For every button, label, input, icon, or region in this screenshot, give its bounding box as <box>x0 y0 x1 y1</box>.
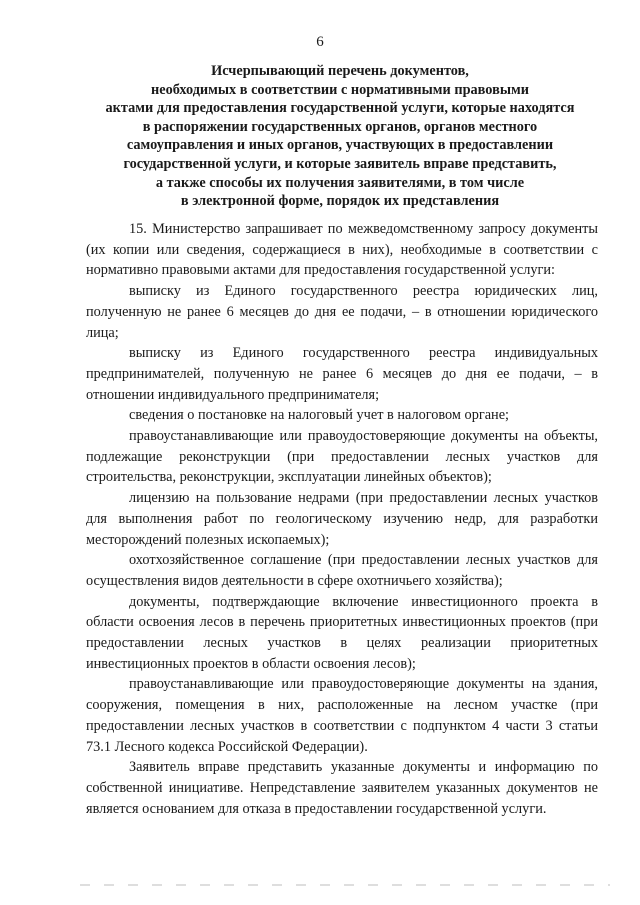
paragraph-entrepreneur-extract: выписку из Единого государственного реестра индивидуальных предпринимателей, полученную не ранее 6 месяцев до дня ее подачи, – в отношении индивидуального предпринимателя; <box>86 345 598 403</box>
document-body <box>86 219 598 819</box>
paragraph-investment-project: документы, подтверждающие включение инвестиционного проекта в области освоения лесов в перечень приоритетных инвестиционных проектов (при предоставлении лесных участков в целях реализации приоритетных инвестиционных проектов в области освоения лесов); <box>86 593 598 672</box>
heading-line: а также способы их получения заявителями, в том числе <box>155 174 525 191</box>
heading-line: Исчерпывающий перечень документов, <box>211 63 469 79</box>
heading-line: в электронной форме, порядок их представления <box>180 193 500 210</box>
heading-line: государственной услуги, и которые заявитель вправе представить, <box>123 155 557 172</box>
heading-line: в распоряжении государственных органов, органов местного <box>142 118 538 135</box>
heading-line: необходимых в соответствии с нормативными правовыми <box>151 81 529 98</box>
scan-artifact-divider <box>80 884 610 886</box>
heading-line: самоуправления и иных органов, участвующих в предоставлении <box>126 137 554 154</box>
paragraph-reconstruction-docs: правоустанавливающие или правоудостоверяющие документы на объекты, подлежащие реконструкции (при предоставлении лесных участков для строительства, реконструкции, эксплуатации линейных объектов); <box>86 428 598 486</box>
paragraph-building-docs: правоустанавливающие или правоудостоверяющие документы на здания, сооружения, помещения в них, расположенные на лесном участке (при предоставлении лесных участков в соответствии с подпунктом 4 части 3 статьи 73.1 Лесного кодекса Российской Федерации). <box>86 676 598 755</box>
paragraph-tax-registration: сведения о постановке на налоговый учет в налоговом органе; <box>129 407 510 424</box>
heading-line: актами для предоставления государственной услуги, которые находятся <box>105 100 575 117</box>
paragraph-legal-entity-extract: выписку из Единого государственного реестра юридических лиц, полученную не ранее 6 месяцев до дня ее подачи, – в отношении юридического лица; <box>86 283 598 341</box>
section-heading <box>60 62 620 211</box>
paragraph-subsoil-license: лицензию на пользование недрами (при предоставлении лесных участков для выполнения работ по геологическому изучению недр, для разработки месторождений полезных ископаемых); <box>86 490 598 548</box>
paragraph-item-15: 15. Министерство запрашивает по межведомственному запросу документы (их копии или сведения, содержащиеся в них), необходимые в соответствии с нормативно правовыми актами для предоставления государственной услуги: <box>86 221 598 279</box>
page-number: 6 <box>316 34 324 50</box>
paragraph-applicant-right: Заявитель вправе представить указанные документы и информацию по собственной инициативе. Непредставление заявителем указанных документов не является основанием для отказа в предоставлении государственной услуги. <box>86 759 598 817</box>
paragraph-hunting-agreement: охотхозяйственное соглашение (при предоставлении лесных участков для осуществления видов деятельности в сфере охотничьего хозяйства); <box>86 552 598 589</box>
